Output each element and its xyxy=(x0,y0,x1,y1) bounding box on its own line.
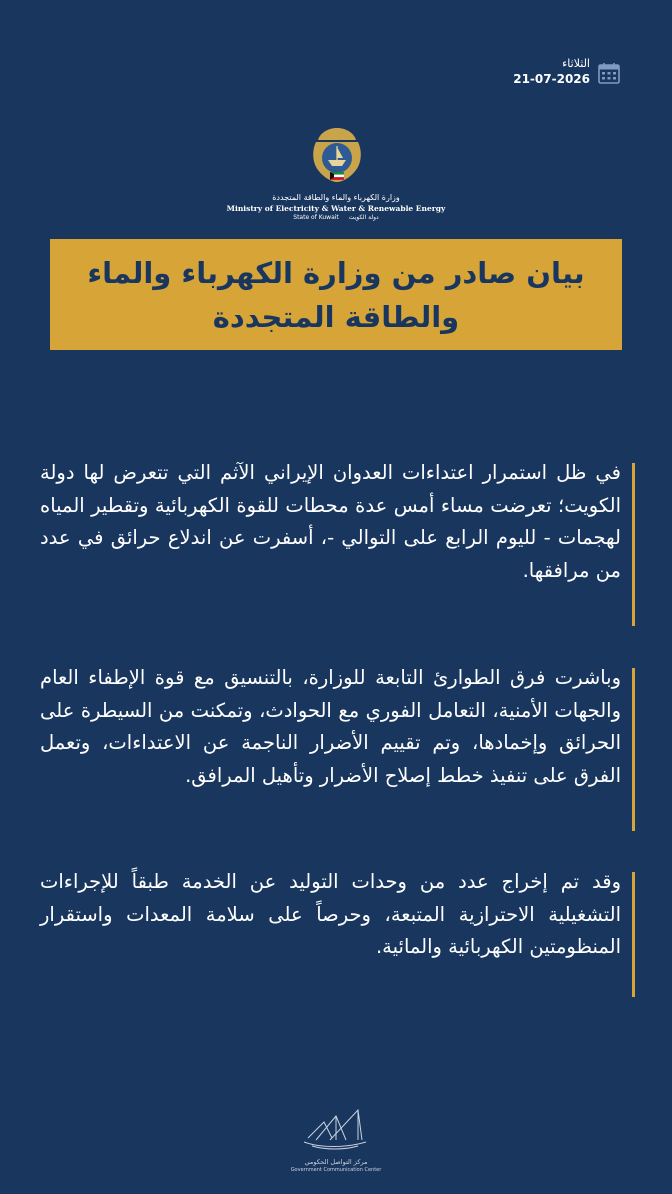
paragraph-3-accent-bar xyxy=(632,872,635,997)
state-name-ar: دولة الكويت xyxy=(348,214,379,221)
footer-name-en: Government Communication Center xyxy=(290,1167,382,1173)
calendar-icon xyxy=(598,62,620,84)
state-name-en: State of Kuwait xyxy=(293,214,339,221)
paragraph-2: وباشرت فرق الطوارئ التابعة للوزارة، بالتنسيق مع قوة الإطفاء العام والجهات الأمنية، التعامل الفوري مع الحوادث، وتمكنت من السيطرة على الحرائق وإخمادها، وتم تقييم الأضرار الناجمة عن الاعتداءات، وتعمل الفرق على تنفيذ خطط إصلاح الأضرار وتأهيل المرافق. xyxy=(40,666,621,787)
ministry-name-en: Ministry of Electricity & Water & Renewable Energy xyxy=(226,204,446,213)
statement-title: بيان صادر من وزارة الكهرباء والماء والطاقة المتجددة xyxy=(87,255,585,334)
paragraph-3: وقد تم إخراج عدد من وحدات التوليد عن الخدمة طبقاً للإجراءات التشغيلية الاحترازية المتبعة، وحرصاً على سلامة المعدات واستقرار المنظومتين الكهربائية والمائية. xyxy=(40,870,621,958)
ministry-state xyxy=(200,214,472,221)
paragraph-1-accent-bar xyxy=(632,463,635,626)
paragraph-2-accent-bar xyxy=(632,668,635,831)
kuwait-emblem xyxy=(306,124,368,190)
government-communication-center-logo xyxy=(296,1108,374,1154)
date-block xyxy=(500,56,620,90)
date-text xyxy=(513,56,590,87)
date-value: 21-07-2026 xyxy=(513,72,590,86)
ministry-name-ar: وزارة الكهرباء والماء والطاقة المتجددة xyxy=(272,193,400,202)
title-banner xyxy=(50,239,622,350)
footer-name-ar: مركز التواصل الحكومي xyxy=(304,1158,368,1166)
paragraph-1: في ظل استمرار اعتداءات العدوان الإيراني الآثم التي تتعرض لها دولة الكويت؛ تعرضت مساء أمس عدة محطات للقوة الكهربائية وتقطير المياه لهجمات - لليوم الرابع على التوالي -، أسفرت عن اندلاع حرائق في عدد من مرافقها. xyxy=(40,461,621,582)
date-day: الثلاثاء xyxy=(562,57,590,70)
